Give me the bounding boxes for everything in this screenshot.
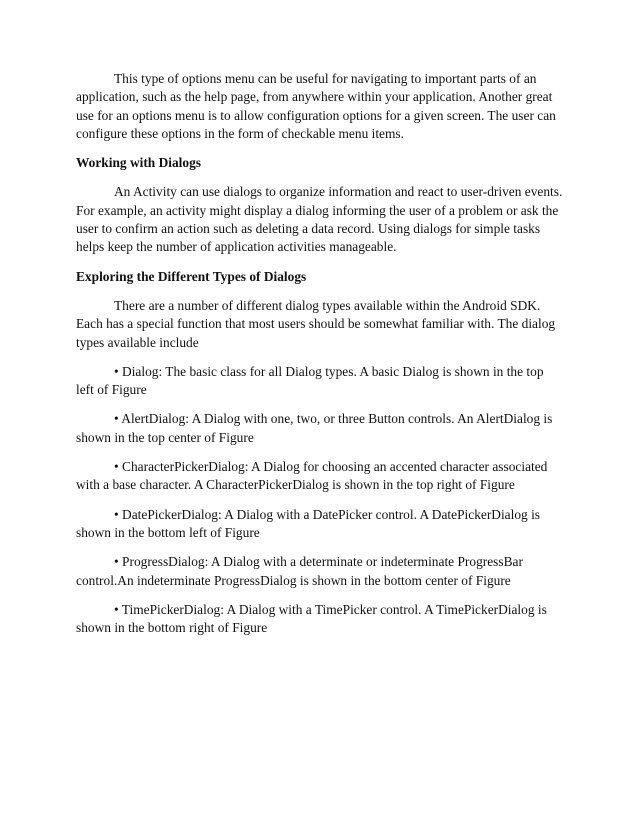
dialogs-heading: Working with Dialogs (76, 155, 202, 171)
dialog-types-paragraph: There are a number of different dialog types available within the Android SDK. Each has a special function that most users should be somewhat familiar with. The dialog types available include (76, 297, 556, 350)
intro-paragraph: This type of options menu can be useful for navigating to important parts of an application, such as the help page, from anywhere within your application. Another great use for an options menu is to allow configuration options for a given screen. The user can configure these options in the form of checkable menu items. (76, 71, 556, 141)
bullet-alertdialog: • AlertDialog: A Dialog with one, two, or three Button controls. An AlertDialog is shown in the top center of Figure (76, 411, 553, 445)
bullet-timepickerdialog: • TimePickerDialog: A Dialog with a TimePicker control. A TimePickerDialog is shown in the bottom right of Figure (76, 601, 547, 636)
document-page (76, 70, 564, 648)
bullet-datepickerdialog: • DatePickerDialog: A Dialog with a DatePicker control. A DatePickerDialog is shown in the bottom left of Figure (76, 506, 541, 540)
bullet-dialog: • Dialog: The basic class for all Dialog types. A basic Dialog is shown in the top left of Figure (76, 363, 544, 398)
dialog-types-heading: Exploring the Different Types of Dialogs (76, 268, 307, 284)
bullet-characterpickerdialog: • CharacterPickerDialog: A Dialog for choosing an accented character associated with a base character. A CharacterPickerDialog is shown in the top right of Figure (76, 459, 548, 493)
dialogs-paragraph: An Activity can use dialogs to organize information and react to user-driven events. For example, an activity might display a dialog informing the user of a problem or ask the user to confirm an action such as deleting a data record. Using dialogs for simple tasks helps keep the number of application activities manageable. (76, 184, 563, 255)
bullet-progressdialog: • ProgressDialog: A Dialog with a determinate or indeterminate ProgressBar control.An indeterminate ProgressDialog is shown in the bottom center of Figure (76, 554, 523, 588)
